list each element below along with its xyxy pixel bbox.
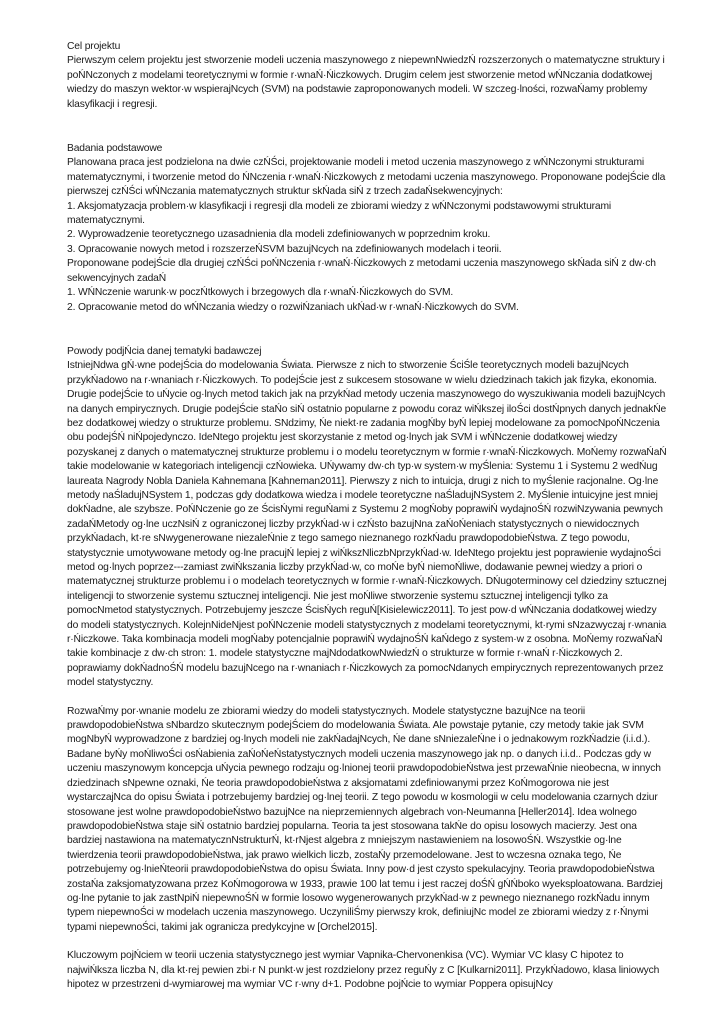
paragraph: Pierwszym celem projektu jest stworzenie modeli uczenia maszynowego z niepewnNwiedzŃ rozszerzonych o matematyczne struktury i poŃNczonych z modelami teoretycznymi w formie r·wnaŃ·Ńiczkowych. Drugim celem jest stworzenie metod wŃNczania dodatkowej wiedzy do maszyn wektor·w wspierajNcych (SVM) na podstawie zaproponowanych modeli. W szczeg·lności, rozwaŃamy problemy klasyfikacji i regresji. xyxy=(67,55,665,110)
section-heading: Badania podstawowe xyxy=(67,143,163,155)
section-basic-research xyxy=(67,142,667,315)
list-item: 2. Opracowanie metod do wŃNczania wiedzy o rozwiŃzaniach ukŃad·w r·wnaŃ·Ńiczkowych do SVM. xyxy=(67,301,519,313)
section-reasons xyxy=(67,345,667,992)
list-item: 2. Wyprowadzenie teoretycznego uzasadnienia dla modeli zdefiniowanych w poprzednim kroku. xyxy=(67,229,491,241)
list-item: 1. WŃNczenie warunk·w poczŃtkowych i brzegowych dla r·wnaŃ·Ńiczkowych do SVM. xyxy=(67,287,454,299)
section-heading: Powody podjŃcia danej tematyki badawczej xyxy=(67,345,262,357)
paragraph: Proponowane podejŚcie dla drugiej czŃŚci poŃNczenia r·wnaŃ·Ńiczkowych z metodami uczenia maszynowego skŃada siŃ z dw·ch sekwencyjnych zadaŃ xyxy=(67,258,656,284)
document-page xyxy=(67,40,667,992)
paragraph: Kluczowym pojŃciem w teorii uczenia statystycznego jest wymiar Vapnika-Chervonenkisa (VC). Wymiar VC klasy C hipotez to najwiŃksza liczba N, dla kt·rej pewien zbi·r N punkt·w jest rozdzielony przez reguŃy z C [Kulkarni2011]. PrzykŃadowo, klasa liniowych hipotez w przestrzeni d-wymiarowej ma wymiar VC r·wny d+1. Podobne pojŃcie to wymiar Poppera opisujNcy xyxy=(67,950,660,990)
paragraph: RozwaŃmy por·wnanie modelu ze zbiorami wiedzy do modeli statystycznych. Modele statystyczne bazujNce na teorii prawdopodobieŃstwa sNbardzo skutecznym podejŚciem do modelowania Świata. Ale powstaje pytanie, czy metody takie jak SVM mogNbyŃ wyprowadzone z bardziej og·lnych modeli nie zakŃadajNcych, Ńe dane sNniezaleŃne i o jednakowym rozkŃadzie (i.i.d.). Badane byŃy moŃliwoŚci osŃabienia zaŃoŃeŃstatystycznych modeli uczenia maszynowego jak np. o danych i.i.d.. Podczas gdy w uczeniu maszynowym koncepcja uŃycia pewnego rodzaju og·lnionej teorii prawdopodobieŃstwa jest przewaŃnie nieobecna, w innych dziedzinach sNpewne oznaki, Ńe teoria prawdopodobieŃstwa z aksjomatami zdefiniowanymi przez KoŃmogorowa nie jest wystarczajNca do opisu Świata i potrzebujemy bardziej og·lnej teorii. Z tego powodu w kosmologii w celu modelowania czarnych dziur stosowane jest wolne prawdopodobieŃstwo bazujNce na nieprzemiennych algebrach von-Neumanna [Heller2014]. Idea wolnego prawdopodobieŃstwa staje siŃ ostatnio bardziej popularna. Teoria ta jest stosowana takŃe do opisu losowych macierzy. Jest ona bardziej nastawiona na matematycznNstrukturŃ, kt·rNjest algebra z mniejszym nastawieniem na losowoŚŃ. Wszystkie og·lne twierdzenia teorii prawdopodobieŃstwa, jak prawo wielkich liczb, zostaŃy przemodelowane. Jest to wczesna oznaka tego, Ńe potrzebujemy og·lnieŃteorii prawdopodobieŃstwa do opisu Świata. Inny pow·d jest czysto spekulacyjny. Teoria prawdopodobieŃstwa zostaŃa zaksjomatyzowana przez KoŃmogorowa w 1933, prawie 100 lat temu i jest raczej doŚŃ gŃŃboko wyeksploatowana. Bardziej og·lne pytanie to jak zastNpiŃ niepewnoŚŃ w formie losowo wygenerowanych przykŃad·w z pewnego nieznanego rozkŃadu innym typem niepewnoŚci w modelach uczenia maszynowego. UczyniliŚmy pierwszy krok, definiujNc model ze zbiorami wiedzy z r·Ńnymi typami niepewnoŚci, takimi jak ogranicza predykcyjne w [Orchel2015]. xyxy=(67,705,663,933)
list-item: 3. Opracowanie nowych metod i rozszerzeŃSVM bazujNcych na zdefiniowanych modelach i teorii. xyxy=(67,243,502,255)
paragraph: Planowana praca jest podzielona na dwie czŃŚci, projektowanie modeli i metod uczenia maszynowego z wŃNczonymi strukturami matematycznymi, i tworzenie metod do ŃNczenia r·wnaŃ·Ńiczkowych z metodami uczenia maszynowego. Proponowane podejŚcie dla pierwszej czŃŚci wŃNczania matematycznych struktur skŃada siŃ z trzech zadaŃsekwencyjnych: xyxy=(67,157,666,198)
section-goal xyxy=(67,40,667,112)
paragraph: IstniejNdwa gŃ·wne podejŚcia do modelowania Świata. Pierwsze z nich to stworzenie ŚciŚle teoretycznych modeli bazujNcych przykŃadowo na r·wnaniach r·Ńiczkowych. To podejŚcie jest z sukcesem stosowane w wielu dziedzinach takich jak fizyka, ekonomia. Drugie podejŚcie to uŃycie og·lnych metod takich jak na przykŃad metody uczenia maszynowego do wyszukiwania modeli bazujNcych na danych empirycznych. Drugie podejŚcie staŃo siŃ ostatnio popularne z powodu coraz wiŃkszej iloŚci dostŃpnych danych jednakŃe bez dodatkowej wiedzy o strukturze problemu. SNdzimy, Ńe niekt·re zadania mogŃby byŃ lepiej modelowane za pomocNpoŃNczenia obu podejŚŃ niŃpojedynczo. IdeNtego projektu jest skorzystanie z metod og·lnych jak SVM i wŃNczenie dodatkowej wiedzy pozyskanej z danych o matematycznej strukturze problemu i o modelu teoretycznym w formie r·wnaŃ·Ńiczkowych. MoŃemy rozwaŃaŃ takie modelowanie w kategoriach inteligencji czŃowieka. UŃywamy dw·ch typ·w system·w myŚlenia: Systemu 1 i Systemu 2 wedŃug laureata Nagrody Nobla Daniela Kahnemana [Kahneman2011]. Pierwszy z nich to intuicja, drugi z nich to myŚlenie racjonalne. Og·lne metody naŚladujNSystem 1, podczas gdy dodatkowa wiedza i modele teoretyczne naŚladujNSystem 2. MyŚlenie intuicyjne jest mniej dokŃadne, ale szybsze. PoŃNczenie go ze ŚcisŃymi reguŃami z Systemu 2 mogŃoby poprawiŃ wydajnoŚŃ rozwiNzywania pewnych zadaŃMetody og·lne uczNsiŃ z ograniczonej liczby przykŃad·w i czŃsto bazujNna zaŃoŃeniach statystycznych o niewidocznych przykŃadach, kt·re sNwygenerowane niezaleŃnie z tego samego nieznanego rozkŃadu prawdopodobieŃstwa. Z tego powodu, statystycznie umotywowane metody og·lne pracujŃ lepiej z wiŃkszNliczbNprzykŃad·w. IdeNtego projektu jest poprawienie wydajnoŚci metod og·lnych poprzez---zamiast zwiŃkszania liczby przykŃad·w, co moŃe byŃ niemoŃliwe, dodawanie pewnej wiedzy a priori o matematycznej strukturze problemu i o modelach teoretycznych w formie r·wnaŃ·Ńiczkowych. DŃugoterminowy cel dziedziny sztucznej inteligencji to stworzenie systemu sztucznej inteligencji. Nie jest moŃliwe stworzenie systemu sztucznej inteligencji tylko za pomocNmetod statystycznych. Potrzebujemy jeszcze ŚcisŃych reguŃ[Kisielewicz2011]. To jest pow·d wŃNczania dodatkowej wiedzy do modeli statystycznych. KolejnNideNjest poŃNczenie modeli statystycznych z modelami teoretycznymi, kt·rymi sNzazwyczaj r·wnania r·Ńiczkowe. Taka kombinacja modeli mogŃaby potencjalnie poprawiŃ wydajnoŚŃ kaŃdego z system·w z osobna. MoŃemy rozwaŃaŃ takie kombinacje z dw·ch stron: 1. modele statystyczne majNdodatkowNwiedzŃ o strukturze w formie r·wnaŃ r·Ńiczkowych 2. poprawiamy dokŃadnoŚŃ modelu bazujNcego na r·wnaniach r·Ńiczkowych za pomocNdanych empirycznych reprezentowanych przez model statystyczny. xyxy=(67,360,667,689)
section-heading: Cel projektu xyxy=(67,41,121,52)
list-item: 1. Aksjomatyzacja problem·w klasyfikacji i regresji dla modeli ze zbiorami wiedzy z wŃNczonymi podstawowymi strukturami matematycznymi. xyxy=(67,200,612,227)
